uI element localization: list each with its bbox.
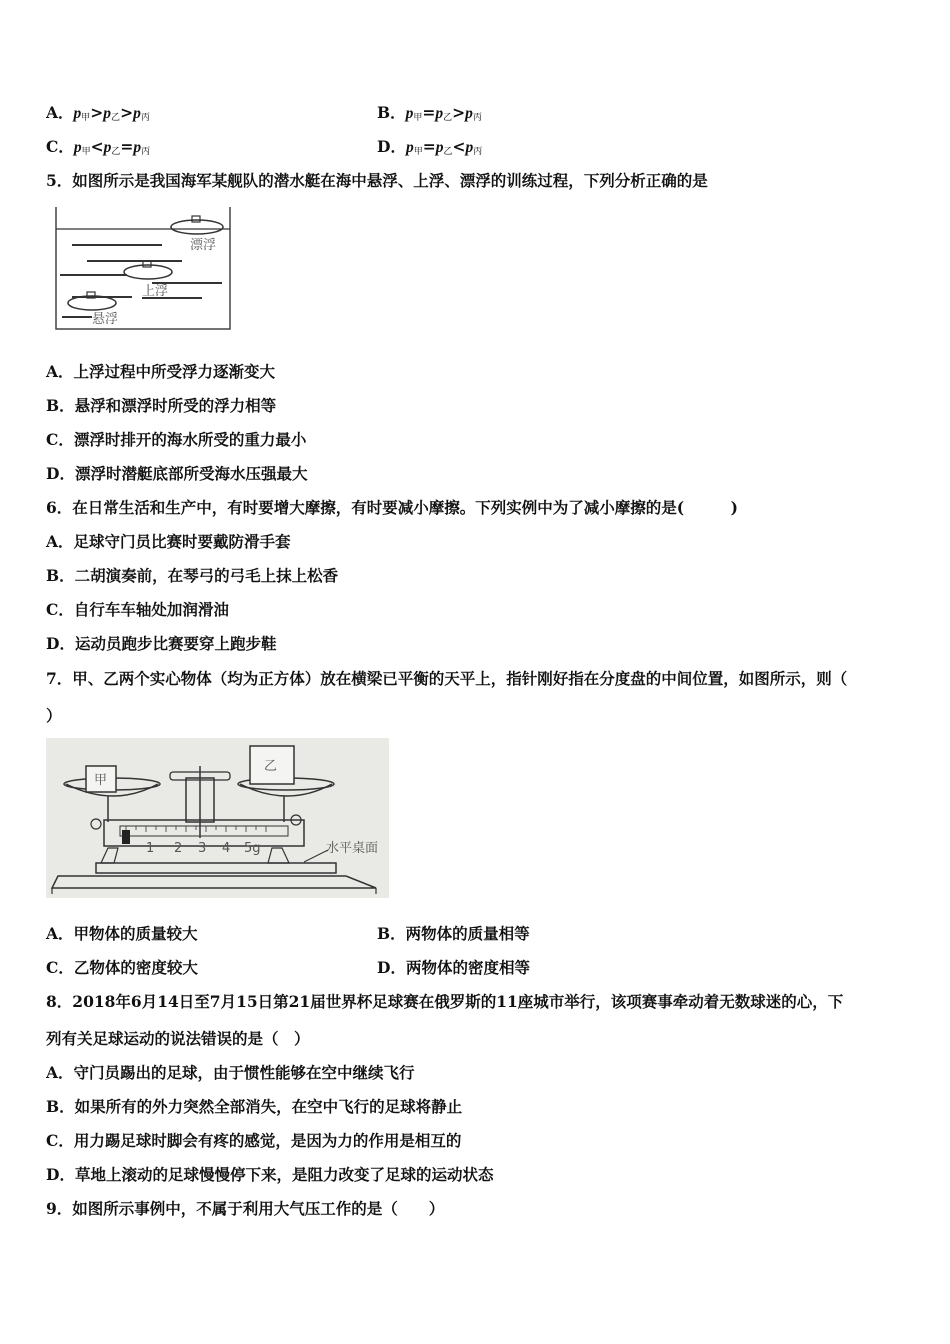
q6-option-b: B．二胡演奏前，在琴弓的弓毛上抹上松香 bbox=[46, 566, 339, 585]
q8-stem-line1: 8．2018年6月14日至7月15日第21届世界杯足球赛在俄罗斯的11座城市举行，该项赛事牵动着无数球迷的心，下 bbox=[46, 992, 844, 1011]
rider bbox=[122, 830, 130, 844]
q8-option-d: D．草地上滚动的足球慢慢停下来，是阻力改变了足球的运动状态 bbox=[46, 1165, 494, 1184]
balance-figure bbox=[46, 738, 389, 898]
scale-2: 2 bbox=[174, 841, 183, 856]
scale-1: 1 bbox=[146, 841, 155, 856]
q4-option-c: C．p甲<p乙=p丙 bbox=[46, 137, 151, 157]
q4-option-a: A．p甲>p乙>p丙 bbox=[46, 103, 150, 123]
label-suspend: 悬浮 bbox=[92, 312, 119, 327]
q7-option-b: B．两物体的质量相等 bbox=[377, 924, 530, 943]
q7-stem-line2: ） bbox=[46, 706, 62, 725]
q6-option-d: D．运动员跑步比赛要穿上跑步鞋 bbox=[46, 634, 277, 653]
label-float: 漂浮 bbox=[190, 238, 217, 253]
q6-option-c: C．自行车车轴处加润滑油 bbox=[46, 600, 229, 619]
q5-option-d: D．漂浮时潜艇底部所受海水压强最大 bbox=[46, 464, 308, 483]
scale-3: 3 bbox=[198, 841, 207, 856]
q5-stem: 5．如图所示是我国海军某舰队的潜水艇在海中悬浮、上浮、漂浮的训练过程，下列分析正确的是 bbox=[46, 171, 708, 190]
q5-option-a: A．上浮过程中所受浮力逐渐变大 bbox=[46, 362, 276, 381]
label-table: 水平桌面 bbox=[326, 841, 379, 856]
label-yi: 乙 bbox=[264, 759, 278, 774]
scale-4: 4 bbox=[222, 841, 231, 856]
q7-option-d: D．两物体的密度相等 bbox=[377, 958, 530, 977]
q5-option-c: C．漂浮时排开的海水所受的重力最小 bbox=[46, 430, 307, 449]
q4-option-d: D．p甲=p乙<p丙 bbox=[377, 137, 483, 157]
label-rise: 上浮 bbox=[142, 284, 169, 299]
submarine-suspend bbox=[68, 292, 116, 310]
q8-option-b: B．如果所有的外力突然全部消失，在空中飞行的足球将静止 bbox=[46, 1097, 463, 1116]
q4-option-b: B．p甲=p乙>p丙 bbox=[377, 103, 482, 123]
submarine-figure bbox=[52, 205, 232, 331]
q9-stem: 9．如图所示事例中，不属于利用大气压工作的是（ ） bbox=[46, 1199, 445, 1218]
q7-stem-line1: 7．甲、乙两个实心物体（均为正方体）放在横梁已平衡的天平上，指针刚好指在分度盘的中间位置，如图所示，则（ bbox=[46, 669, 848, 688]
label-jia: 甲 bbox=[94, 773, 108, 788]
submarine-float bbox=[171, 216, 223, 234]
submarine-rise bbox=[124, 261, 172, 279]
q8-stem-line2: 列有关足球运动的说法错误的是（ ） bbox=[46, 1029, 310, 1048]
q6-stem: 6．在日常生活和生产中，有时要增大摩擦，有时要减小摩擦。下列实例中为了减小摩擦的是( ) bbox=[46, 498, 738, 517]
q7-option-c: C．乙物体的密度较大 bbox=[46, 958, 198, 977]
scale-5g: 5g bbox=[244, 841, 261, 856]
q8-option-c: C．用力踢足球时脚会有疼的感觉，是因为力的作用是相互的 bbox=[46, 1131, 462, 1150]
q7-option-a: A．甲物体的质量较大 bbox=[46, 924, 198, 943]
q5-option-b: B．悬浮和漂浮时所受的浮力相等 bbox=[46, 396, 277, 415]
q8-option-a: A．守门员踢出的足球，由于惯性能够在空中继续飞行 bbox=[46, 1063, 415, 1082]
q6-option-a: A．足球守门员比赛时要戴防滑手套 bbox=[46, 532, 291, 551]
